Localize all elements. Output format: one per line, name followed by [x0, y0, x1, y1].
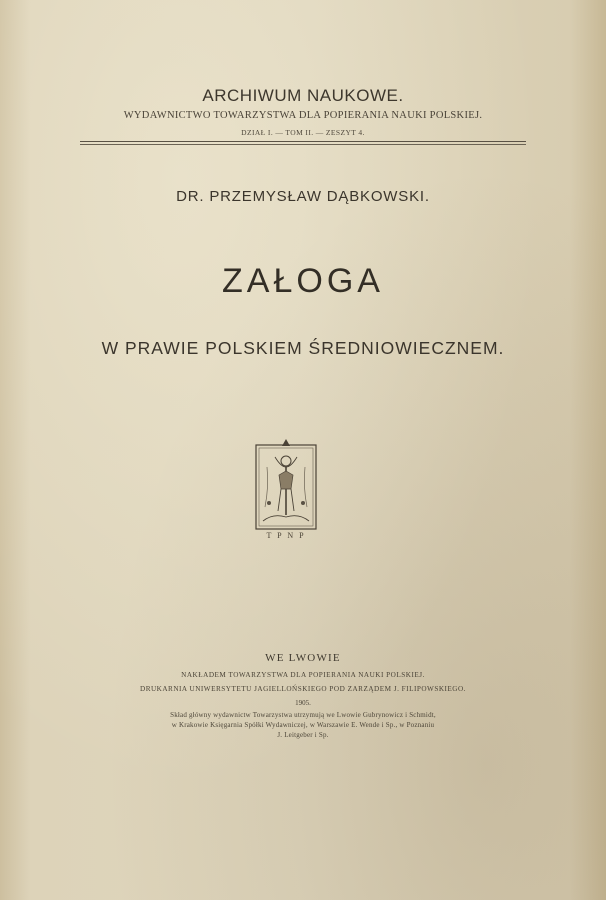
imprint-place: WE LWOWIE: [265, 652, 341, 664]
distribution-note: w Krakowie Księgarnia Spółki Wydawniczej, w Warszawie E. Wende i Sp., w Poznaniu: [171, 721, 435, 729]
emblem-monogram: T P N P: [266, 531, 306, 540]
imprint-line: NAKŁADEM TOWARZYSTWA DLA POPIERANIA NAUKI POLSKIEJ.: [181, 671, 425, 679]
publisher-emblem-icon: [253, 437, 319, 549]
book-subtitle: W PRAWIE POLSKIEM ŚREDNIOWIECZNEM.: [101, 338, 505, 358]
series-title: ARCHIWUM NAUKOWE.: [202, 86, 404, 105]
distribution-note: Skład główny wydawnictw Towarzystwa utrzymują we Lwowie Gubrynowicz i Schmidt,: [170, 711, 436, 719]
header-rule-thin: [80, 144, 526, 145]
imprint-year: 1905.: [295, 699, 311, 707]
series-publisher: WYDAWNICTWO TOWARZYSTWA DLA POPIERANIA NAUKI POLSKIEJ.: [123, 110, 483, 121]
header-rule: [80, 141, 526, 142]
author-name: DR. PRZEMYSŁAW DĄBKOWSKI.: [176, 188, 430, 205]
imprint-line: DRUKARNIA UNIWERSYTETU JAGIELLOŃSKIEGO POD ZARZĄDEM J. FILIPOWSKIEGO.: [140, 685, 466, 693]
series-part: DZIAŁ I. — TOM II. — ZESZYT 4.: [241, 128, 365, 137]
distribution-note: J. Leitgeber i Sp.: [277, 731, 329, 739]
book-title: ZAŁOGA: [222, 262, 384, 300]
